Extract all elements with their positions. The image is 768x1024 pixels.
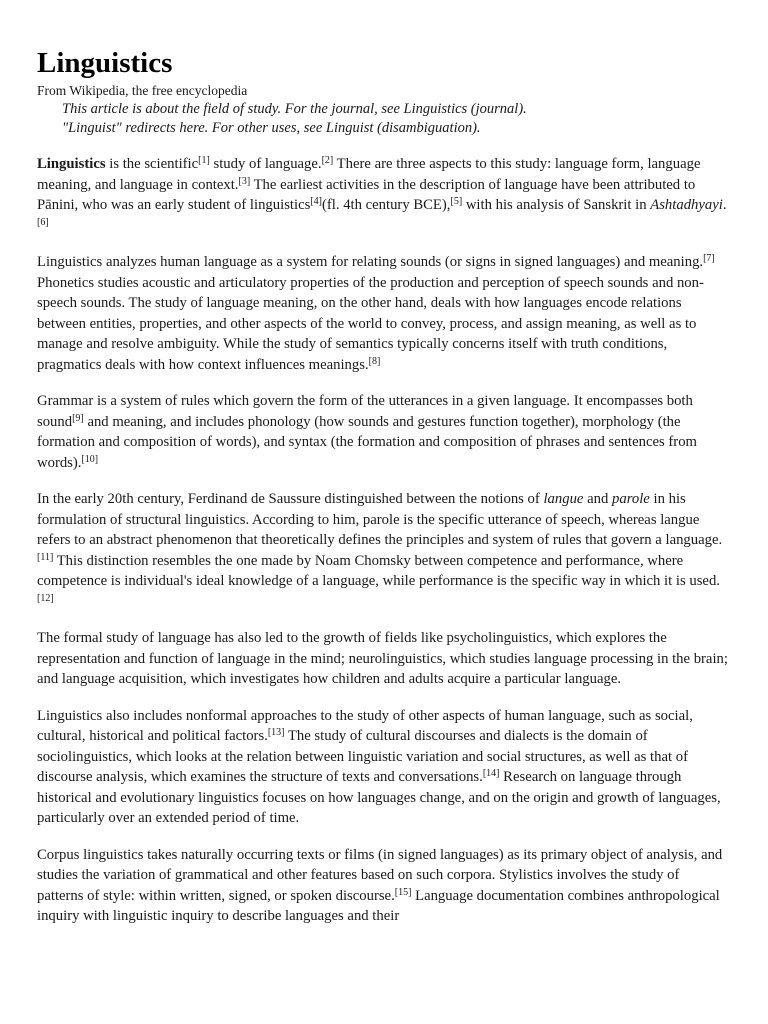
text: and	[583, 491, 613, 507]
citation-13[interactable]: [13]	[267, 727, 285, 738]
paragraph-saussure	[37, 489, 729, 612]
citation-12[interactable]: [12]	[37, 592, 54, 604]
page-title: Linguistics	[37, 47, 173, 79]
citation-2[interactable]: [2]	[321, 155, 334, 166]
text: .	[722, 197, 727, 213]
citation-5[interactable]: [5]	[450, 196, 463, 207]
text: (fl. 4th century BCE),	[321, 197, 451, 213]
paragraph-grammar	[37, 391, 729, 473]
italic-langue: langue	[543, 491, 584, 507]
term-linguistics: Linguistics	[37, 156, 106, 172]
text: Linguistics analyzes human language as a system for relating sounds (or signs in signed languages) and meaning.	[37, 254, 704, 270]
text: study of language.	[209, 156, 322, 172]
text: This distinction resembles the one made by Noam Chomsky between competence and performance, where competence is individual's ideal knowledge of a language, while performance is the specific way in which it is used.	[37, 552, 720, 589]
paragraph-nonformal	[37, 706, 729, 829]
citation-3[interactable]: [3]	[238, 175, 251, 187]
citation-7[interactable]: [7]	[703, 253, 715, 264]
paragraph-formal-study	[37, 628, 729, 690]
hatnote-linguist: "Linguist" redirects here. For other uses, see Linguist (disambiguation).	[62, 120, 481, 136]
article-body	[37, 154, 729, 943]
text: with his analysis of Sanskrit in	[462, 197, 651, 213]
citation-10[interactable]: [10]	[81, 453, 99, 465]
text: is the scientific	[105, 156, 199, 172]
citation-9[interactable]: [9]	[72, 412, 84, 424]
paragraph-intro	[37, 154, 729, 236]
citation-15[interactable]: [15]	[394, 886, 412, 898]
text: The study of cultural discourses and dialects is the domain of sociolinguistics, which looks at the relation between linguistic variation and social structures, as well as that of discourse analysis, which examines the structure of texts and conversations.	[37, 728, 688, 785]
text: Linguistics also includes nonformal approaches to the study of other aspects of human language, such as social, cultural, historical and political factors.	[37, 707, 693, 744]
text: Research on language through historical and evolutionary linguistics focuses on how languages change, and on the origin and growth of languages, particularly over an extended period of time.	[37, 769, 721, 826]
italic-parole: parole	[612, 491, 650, 507]
site-tagline: From Wikipedia, the free encyclopedia	[37, 83, 248, 98]
text: The earliest activities in the description of language have been attributed to Pānini, who was an early student of linguistics	[37, 176, 696, 213]
text: The formal study of language has also led to the growth of fields like psycholinguistics, which explores the representation and function of language in the mind; neurolinguistics, which studies language processing in the brain; and language acquisition, which investigates how children and adults acquire a particular language.	[37, 630, 728, 687]
text: in his formulation of structural linguistics. According to him, parole is the specific utterance of speech, whereas langue refers to an abstract phenomenon that theoretically defines the principles and system of rules that govern a language.	[37, 491, 723, 548]
citation-4[interactable]: [4]	[310, 196, 322, 207]
paragraph-corpus	[37, 845, 729, 927]
paragraph-analysis	[37, 252, 729, 375]
text: In the early 20th century, Ferdinand de Saussure distinguished between the notions of	[37, 491, 544, 507]
text: Language documentation combines anthropological inquiry with linguistic inquiry to describe languages and their	[37, 887, 720, 924]
citation-14[interactable]: [14]	[482, 768, 500, 779]
italic-ashtadhyayi: Ashtadhyayi	[650, 197, 723, 213]
text: Grammar is a system of rules which govern the form of the utterances in a given language. It encompasses both sound	[37, 393, 693, 430]
citation-1[interactable]: [1]	[198, 155, 210, 166]
citation-6[interactable]: [6]	[37, 216, 49, 228]
text: There are three aspects to this study: language form, language meaning, and language in context.	[37, 156, 701, 193]
text: Corpus linguistics takes naturally occurring texts or films (in signed languages) as its primary object of analysis, and studies the variation of grammatical and other features based on such corpora. Stylistics involves the study of patterns of style: within written, signed, or spoken discourse.	[37, 846, 723, 904]
citation-11[interactable]: [11]	[37, 551, 54, 563]
citation-8[interactable]: [8]	[368, 355, 381, 367]
text: Phonetics studies acoustic and articulatory properties of the production and perception of speech sounds and non-speech sounds. The study of language meaning, on the other hand, deals with how languages encode relations between entities, properties, and other aspects of the world to convey, process, and assign meaning, as well as to manage and resolve ambiguity. While the study of semantics typically concerns itself with truth conditions, pragmatics deals with how context influences meanings.	[37, 274, 704, 373]
hatnote-journal: This article is about the field of study. For the journal, see Linguistics (journal).	[62, 101, 527, 117]
text: and meaning, and includes phonology (how sounds and gestures function together), morphology (the formation and composition of words), and syntax (the formation and composition of phrases and sentences from words).	[37, 413, 697, 471]
